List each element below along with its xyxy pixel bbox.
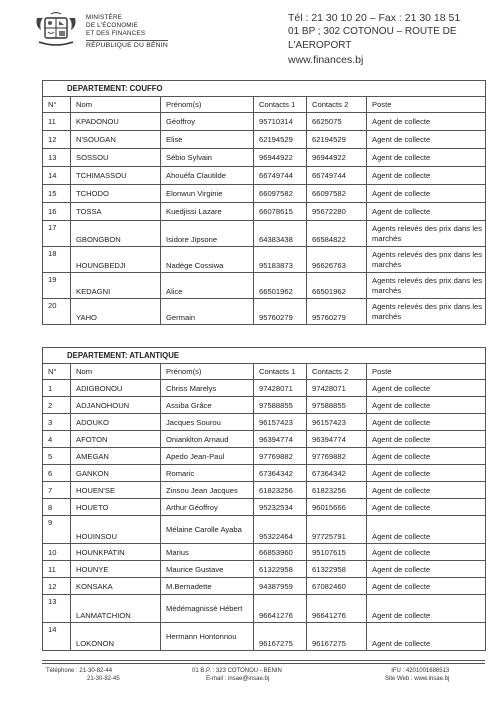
row-contact-1: 95760279 [254,299,307,325]
row-poste: Agent de collecte [367,595,486,623]
row-prenom: Maurice Gustave [161,561,254,578]
row-poste: Agent de collecte [367,561,486,578]
row-contact-1: 95322464 [254,516,307,544]
row-contact-2: 95760279 [307,299,367,325]
row-contact-2: 95107615 [307,544,367,561]
table-row [43,578,486,595]
ministry-contact [288,11,500,67]
row-number: 18 [43,247,71,273]
row-nom: GANKON [71,465,161,482]
row-contact-1: 95232534 [254,499,307,516]
row-prenom: Germain [161,299,254,325]
column-header-number: N° [43,97,71,113]
ministry-line-3: ET DES FINANCES [86,30,146,37]
row-contact-2: 96394774 [307,431,367,448]
website: www.finances.bj [288,54,364,66]
row-contact-2: 66584822 [307,221,367,247]
row-poste: Agent de collecte [367,380,486,397]
table-row [43,167,486,185]
row-contact-2: 6625075 [307,113,367,131]
row-prenom: Alice [161,273,254,299]
table-row [43,448,486,465]
footer-phone-1: Téléphone : 21-30-82-44 [46,668,113,674]
row-poste: Agent de collecte [367,544,486,561]
row-number: 16 [43,203,71,221]
department-title: DEPARTEMENT: ATLANTIQUE [43,348,486,364]
row-contact-2: 61823256 [307,482,367,499]
row-poste: Agent de collecte [367,414,486,431]
row-nom: TOSSA [71,203,161,221]
row-prenom: Onianklton Arnaud [161,431,254,448]
row-contact-1: 96167275 [254,623,307,651]
row-prenom: M.Bernadette [161,578,254,595]
row-nom: HOUINSOU [71,516,161,544]
row-prenom: Elise [161,131,254,149]
row-contact-2: 66749744 [307,167,367,185]
table-row [43,561,486,578]
ministry-line-2: DE L'ÉCONOMIE [86,22,139,29]
row-prenom: Marius [161,544,254,561]
row-number: 11 [43,113,71,131]
row-prenom: Sébio Sylvain [161,149,254,167]
column-header-nom: Nom [71,364,161,380]
row-poste: Agent de collecte [367,499,486,516]
row-contact-1: 61823256 [254,482,307,499]
row-number: 1 [43,380,71,397]
row-prenom: Jacques Sourou [161,414,254,431]
row-prenom: Mélaine Carolle Ayaba [161,516,254,544]
row-nom: HOUNYE [71,561,161,578]
row-poste: Agent de collecte [367,131,486,149]
row-prenom: Elonwun Virginie [161,185,254,203]
row-contact-2: 97769882 [307,448,367,465]
row-number: 7 [43,482,71,499]
row-poste: Agent de collecte [367,113,486,131]
row-number: 17 [43,221,71,247]
column-header-contacts-2: Contacts 2 [307,364,367,380]
column-header-contacts-2: Contacts 2 [307,97,367,113]
row-nom: TCHIMASSOU [71,167,161,185]
row-nom: AFOTON [71,431,161,448]
table-row [43,113,486,131]
table-row [43,465,486,482]
column-header-contacts-1: Contacts 1 [254,364,307,380]
row-contact-1: 94387959 [254,578,307,595]
row-contact-1: 95183873 [254,247,307,273]
row-poste: Agent de collecte [367,578,486,595]
row-number: 8 [43,499,71,516]
row-nom: LANMATCHION [71,595,161,623]
row-prenom: Romaric [161,465,254,482]
column-header-poste: Poste [367,97,486,113]
row-poste: Agent de collecte [367,465,486,482]
table-row [43,414,486,431]
row-poste: Agents relevés des prix dans les marchés [367,221,486,247]
atlantique-table [42,347,486,651]
row-nom: YAHO [71,299,161,325]
table-row [43,203,486,221]
row-nom: KONSAKA [71,578,161,595]
row-nom: KPADONOU [71,113,161,131]
row-poste: Agent de collecte [367,482,486,499]
row-nom: ADOUKO [71,414,161,431]
row-poste: Agent de collecte [367,431,486,448]
table-row [43,299,486,325]
row-number: 20 [43,299,71,325]
row-prenom: Assiba Grâce [161,397,254,414]
table-row [43,482,486,499]
row-contact-1: 66749744 [254,167,307,185]
row-nom: AMEGAN [71,448,161,465]
column-header-prenom: Prénom(s) [161,364,254,380]
row-poste: Agent de collecte [367,448,486,465]
row-contact-2: 97588855 [307,397,367,414]
table-row [43,544,486,561]
row-poste: Agents relevés des prix dans les marchés [367,247,486,273]
table-row [43,185,486,203]
row-number: 19 [43,273,71,299]
table-row [43,499,486,516]
row-nom: ADJANOHOUN [71,397,161,414]
row-contact-2: 62194529 [307,131,367,149]
row-number: 14 [43,167,71,185]
table-row [43,247,486,273]
row-contact-1: 64383438 [254,221,307,247]
benin-coat-of-arms-icon [33,12,79,52]
row-poste: Agent de collecte [367,167,486,185]
row-poste: Agent de collecte [367,185,486,203]
row-contact-1: 62194529 [254,131,307,149]
row-prenom: Ahouéfa Clautilde [161,167,254,185]
table-row [43,131,486,149]
row-contact-2: 66501962 [307,273,367,299]
table-row [43,221,486,247]
row-contact-1: 96394774 [254,431,307,448]
ministry-line-1: MINISTÈRE [86,14,123,21]
row-prenom: Géoffroy [161,113,254,131]
footer-ifu: IFU : 4201001686513 [391,668,450,674]
row-contact-1: 66097582 [254,185,307,203]
ministry-name [86,14,168,50]
department-title: DEPARTEMENT: COUFFO [43,81,486,97]
row-contact-1: 66078615 [254,203,307,221]
row-contact-1: 66853960 [254,544,307,561]
row-prenom: Kuedjissi Lazare [161,203,254,221]
letterhead [0,0,500,70]
row-number: 14 [43,623,71,651]
row-number: 13 [43,595,71,623]
table-row [43,397,486,414]
row-contact-1: 95710314 [254,113,307,131]
row-nom: HOUNGBEDJI [71,247,161,273]
row-prenom: Nadège Cossiwa [161,247,254,273]
row-poste: Agent de collecte [367,397,486,414]
row-contact-1: 97428071 [254,380,307,397]
row-contact-2: 96626763 [307,247,367,273]
row-nom: HOUEN'SE [71,482,161,499]
row-number: 5 [43,448,71,465]
column-header-poste: Poste [367,364,486,380]
row-contact-2: 67082460 [307,578,367,595]
row-nom: KEDAGNI [71,273,161,299]
row-poste: Agent de collecte [367,623,486,651]
table-row [43,380,486,397]
row-number: 12 [43,131,71,149]
row-number: 11 [43,561,71,578]
row-nom: SOSSOU [71,149,161,167]
row-contact-1: 96944922 [254,149,307,167]
row-nom: GBONGBON [71,221,161,247]
row-contact-2: 61322958 [307,561,367,578]
row-contact-2: 95672280 [307,203,367,221]
row-number: 2 [43,397,71,414]
table-row [43,273,486,299]
footer-phone-2: 21-30-82-45 [87,676,120,682]
row-poste: Agents relevés des prix dans les marchés [367,273,486,299]
row-number: 4 [43,431,71,448]
row-number: 13 [43,149,71,167]
row-prenom: Apedo Jean-Paul [161,448,254,465]
footer-website: Site Web : www.insae.bj [385,676,450,682]
row-contact-1: 97588855 [254,397,307,414]
row-poste: Agent de collecte [367,149,486,167]
column-header-nom: Nom [71,97,161,113]
row-nom: TCHODO [71,185,161,203]
address: 01 BP ; 302 COTONOU – ROUTE DE L'AEROPORT [288,26,457,51]
row-contact-1: 96157423 [254,414,307,431]
row-number: 9 [43,516,71,544]
row-prenom: Zinsou Jean Jacques [161,482,254,499]
row-number: 15 [43,185,71,203]
row-contact-1: 67364342 [254,465,307,482]
footer-email: E-mail : insae@insae.bj [206,676,270,682]
table-row [43,516,486,544]
row-contact-2: 67364342 [307,465,367,482]
row-nom: LOKONON [71,623,161,651]
table-row [43,431,486,448]
row-contact-2: 96167275 [307,623,367,651]
row-prenom: Arthur Géoffroy [161,499,254,516]
row-prenom: Isidore Jipsone [161,221,254,247]
row-number: 6 [43,465,71,482]
row-contact-2: 96641276 [307,595,367,623]
couffo-table [42,80,486,325]
row-contact-2: 97428071 [307,380,367,397]
column-header-contacts-1: Contacts 1 [254,97,307,113]
column-header-number: N° [43,364,71,380]
table-row [43,595,486,623]
row-number: 3 [43,414,71,431]
row-number: 12 [43,578,71,595]
row-poste: Agent de collecte [367,516,486,544]
country-name: RÉPUBLIQUE DU BÉNIN [86,42,168,49]
row-contact-2: 96015666 [307,499,367,516]
row-nom: HOUETO [71,499,161,516]
page-footer [42,660,485,682]
row-prenom: Hermann Hontonnou [161,623,254,651]
row-prenom: Mèdémagnissè Hébert [161,595,254,623]
footer-postal-box: 01 B.P. : 323 COTONOU - BENIN [192,668,282,674]
row-prenom: Chriss Marelys [161,380,254,397]
row-nom: N'SOUGAN [71,131,161,149]
row-contact-1: 97769882 [254,448,307,465]
row-contact-1: 96641276 [254,595,307,623]
row-nom: ADIGBONOU [71,380,161,397]
row-contact-1: 66501962 [254,273,307,299]
row-number: 10 [43,544,71,561]
row-contact-2: 96157423 [307,414,367,431]
table-row [43,149,486,167]
row-contact-2: 97725791 [307,516,367,544]
row-contact-1: 61322958 [254,561,307,578]
row-contact-2: 96944922 [307,149,367,167]
table-row [43,623,486,651]
row-nom: HOUNKPATIN [71,544,161,561]
phone-fax: Tél : 21 30 10 20 – Fax : 21 30 18 51 [288,12,461,24]
row-contact-2: 66097582 [307,185,367,203]
column-header-prenom: Prénom(s) [161,97,254,113]
row-poste: Agent de collecte [367,203,486,221]
row-poste: Agents relevés des prix dans les marchés [367,299,486,325]
